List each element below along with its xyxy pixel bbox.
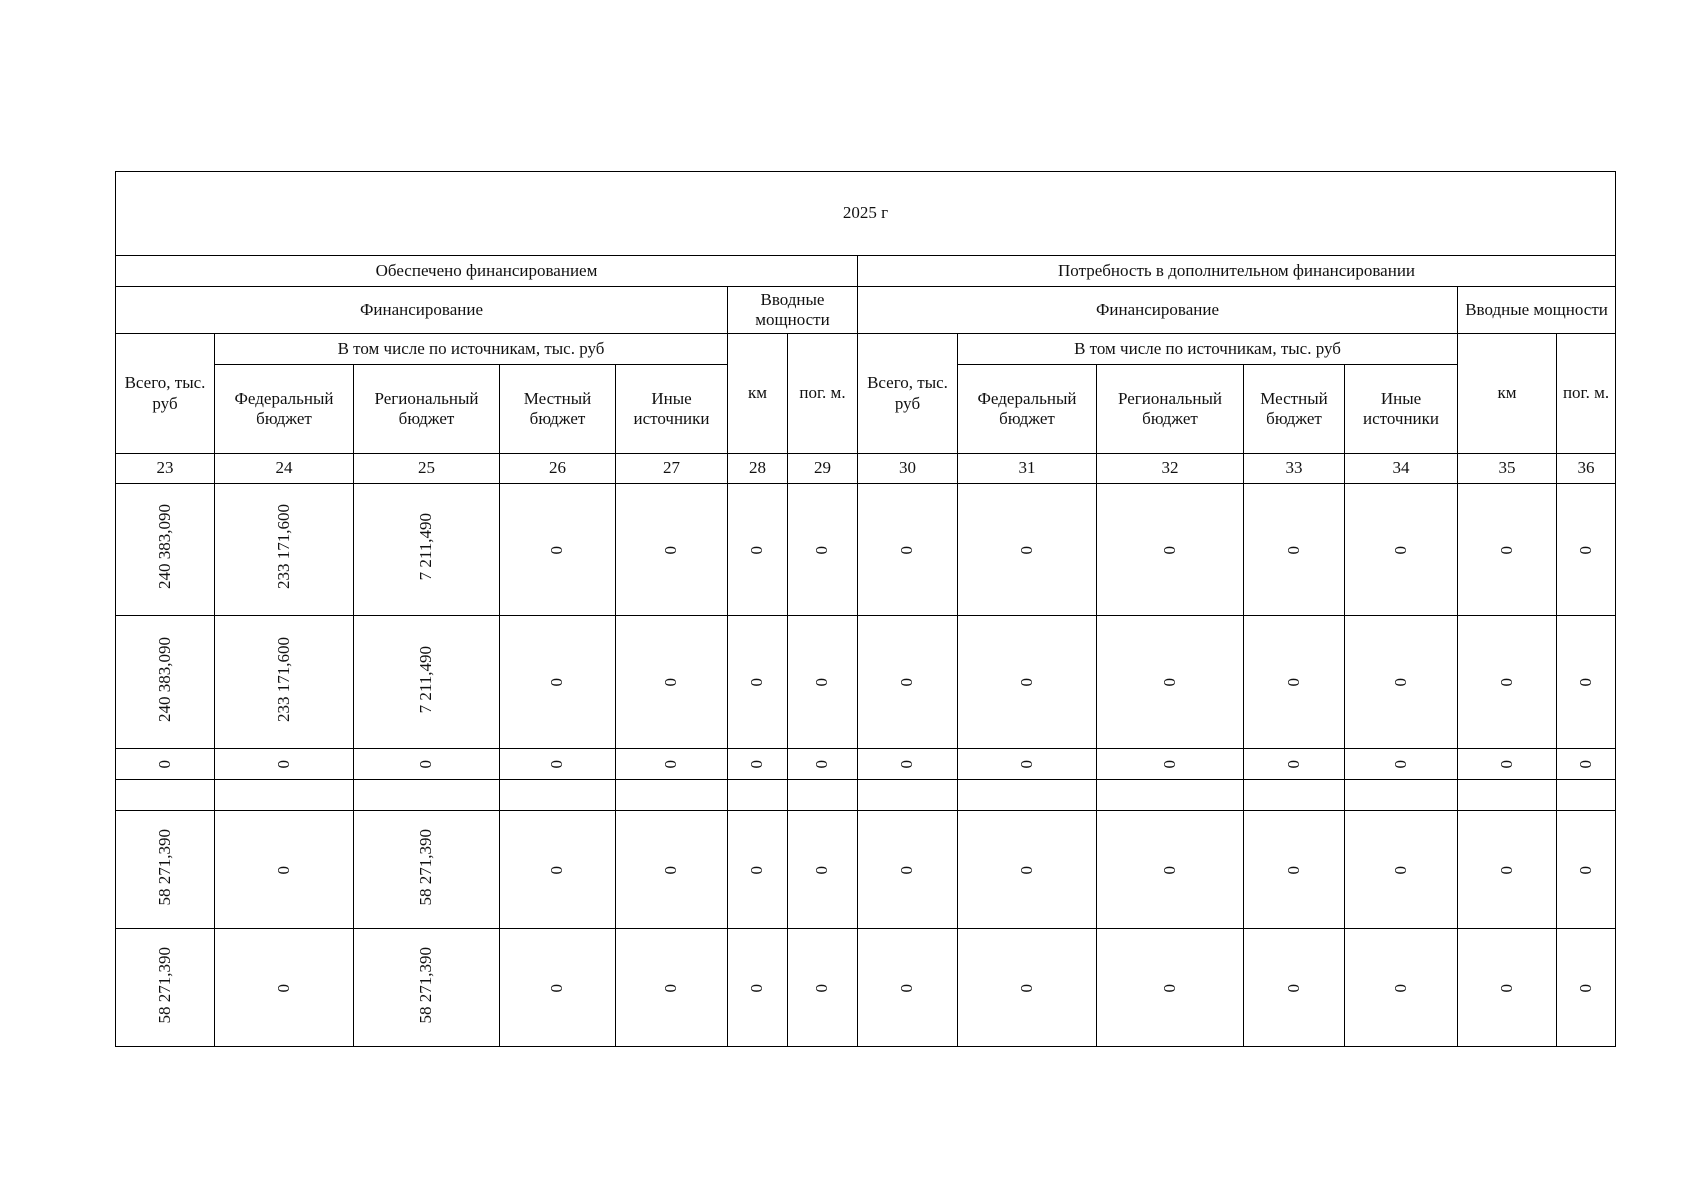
table-cell <box>616 616 728 749</box>
regional-header-need: Региональный бюджет <box>1097 365 1244 454</box>
cell-value: 0 <box>812 865 832 875</box>
cell-value: 0 <box>1159 678 1179 687</box>
table-cell <box>1244 484 1345 616</box>
table-cell <box>858 780 958 811</box>
table-row <box>116 749 1616 780</box>
table-row <box>116 929 1616 1047</box>
cell-value: 240 383,090 <box>154 504 174 590</box>
cell-value: 0 <box>1575 983 1595 993</box>
table-cell <box>958 780 1097 811</box>
cell-value: 0 <box>1390 865 1410 875</box>
column-number: 36 <box>1557 454 1616 484</box>
km-header-secured: км <box>728 334 788 454</box>
table-cell <box>354 929 500 1047</box>
table-cell <box>1097 811 1244 929</box>
table-cell <box>728 811 788 929</box>
table-cell <box>1345 780 1458 811</box>
cell-value: 0 <box>273 983 293 993</box>
local-header-secured: Местный бюджет <box>500 365 616 454</box>
cell-value: 58 271,390 <box>154 946 174 1024</box>
cell-value: 0 <box>747 865 767 875</box>
column-number: 34 <box>1345 454 1458 484</box>
table-cell <box>858 749 958 780</box>
table-cell <box>1458 616 1557 749</box>
column-number: 35 <box>1458 454 1557 484</box>
column-number: 32 <box>1097 454 1244 484</box>
table-cell <box>1097 929 1244 1047</box>
cell-value: 0 <box>661 865 681 875</box>
capacity-header-secured <box>728 287 858 334</box>
cell-value: 0 <box>1283 760 1303 769</box>
cell-value: 0 <box>1159 545 1179 555</box>
cell-value: 0 <box>1390 678 1410 687</box>
capacity-label-need: Вводные мощности <box>1465 299 1608 319</box>
table-cell <box>958 811 1097 929</box>
table-data-body <box>116 484 1616 1047</box>
table-cell <box>500 484 616 616</box>
cell-value: 58 271,390 <box>154 828 174 906</box>
cell-value: 0 <box>812 760 832 769</box>
table-cell <box>788 929 858 1047</box>
table-row <box>116 811 1616 929</box>
table-cell <box>958 929 1097 1047</box>
cell-value: 0 <box>1016 865 1036 875</box>
cell-value: 240 383,090 <box>154 636 174 722</box>
table-cell <box>1557 484 1616 616</box>
table-cell <box>1244 811 1345 929</box>
sources-header-secured: В том числе по источникам, тыс. руб <box>215 334 728 365</box>
cell-value: 0 <box>1575 545 1595 555</box>
cell-value: 0 <box>812 678 832 687</box>
table-cell <box>616 780 728 811</box>
cell-value: 0 <box>897 983 917 993</box>
table-cell <box>116 484 215 616</box>
table-cell <box>1458 929 1557 1047</box>
cell-value: 0 <box>416 760 436 769</box>
table-cell <box>500 929 616 1047</box>
cell-value: 233 171,600 <box>273 636 293 722</box>
table-cell <box>858 616 958 749</box>
capacity-header-need <box>1458 287 1616 334</box>
table-cell <box>215 749 354 780</box>
cell-value: 0 <box>1496 760 1516 769</box>
need-header: Потребность в дополнительном финансировании <box>858 256 1616 287</box>
table-cell <box>1458 484 1557 616</box>
table-cell <box>728 780 788 811</box>
table-cell <box>354 484 500 616</box>
cell-value: 7 211,490 <box>416 645 436 713</box>
regional-header-secured: Региональный бюджет <box>354 365 500 454</box>
column-number-row <box>116 454 1616 484</box>
cell-value: 58 271,390 <box>416 828 436 906</box>
cell-value: 0 <box>1496 983 1516 993</box>
table-cell <box>788 811 858 929</box>
cell-value: 0 <box>1016 678 1036 687</box>
capacity-label-secured: Вводные мощности <box>755 289 830 329</box>
cell-value: 0 <box>273 760 293 769</box>
column-number: 26 <box>500 454 616 484</box>
table-cell <box>788 780 858 811</box>
cell-value: 0 <box>273 865 293 875</box>
km-header-need: км <box>1458 334 1557 454</box>
table-cell <box>215 484 354 616</box>
cell-value: 0 <box>1496 678 1516 687</box>
cell-value: 0 <box>897 678 917 687</box>
table-cell <box>354 749 500 780</box>
table-cell <box>788 749 858 780</box>
cell-value: 0 <box>1496 865 1516 875</box>
cell-value: 0 <box>1016 760 1036 769</box>
column-number: 30 <box>858 454 958 484</box>
table-cell <box>788 616 858 749</box>
table-cell <box>858 811 958 929</box>
column-number: 33 <box>1244 454 1345 484</box>
table-cell <box>858 484 958 616</box>
other-header-secured: Иные источники <box>616 365 728 454</box>
cell-value: 0 <box>1159 983 1179 993</box>
cell-value: 0 <box>1390 983 1410 993</box>
column-number: 23 <box>116 454 215 484</box>
table-cell <box>500 780 616 811</box>
cell-value: 0 <box>154 760 174 769</box>
table-cell <box>1244 616 1345 749</box>
table-cell <box>116 811 215 929</box>
table-row <box>116 616 1616 749</box>
cell-value: 0 <box>1496 545 1516 555</box>
pog-header-need: пог. м. <box>1557 334 1616 454</box>
cell-value: 0 <box>661 545 681 555</box>
table-cell <box>354 616 500 749</box>
secured-header: Обеспечено финансированием <box>116 256 858 287</box>
table-cell <box>728 749 788 780</box>
table-cell <box>728 929 788 1047</box>
table-cell <box>1345 811 1458 929</box>
table-cell <box>1458 749 1557 780</box>
cell-value: 0 <box>1016 545 1036 555</box>
column-number: 25 <box>354 454 500 484</box>
table-cell <box>215 616 354 749</box>
table-cell <box>728 616 788 749</box>
table-cell <box>616 749 728 780</box>
federal-header-need: Федеральный бюджет <box>958 365 1097 454</box>
cell-value: 0 <box>1575 678 1595 687</box>
cell-value: 0 <box>1283 983 1303 993</box>
table-cell <box>958 749 1097 780</box>
other-header-need: Иные источники <box>1345 365 1458 454</box>
cell-value: 0 <box>661 760 681 769</box>
cell-value: 0 <box>547 545 567 555</box>
column-number: 24 <box>215 454 354 484</box>
cell-value: 0 <box>1283 865 1303 875</box>
cell-value: 0 <box>1016 983 1036 993</box>
cell-value: 0 <box>1390 545 1410 555</box>
column-number: 31 <box>958 454 1097 484</box>
table-cell <box>1458 780 1557 811</box>
local-header-need: Местный бюджет <box>1244 365 1345 454</box>
table-cell <box>1557 811 1616 929</box>
cell-value: 0 <box>897 865 917 875</box>
table-cell <box>354 811 500 929</box>
cell-value: 0 <box>1283 678 1303 687</box>
table-cell <box>1458 811 1557 929</box>
cell-value: 0 <box>812 983 832 993</box>
column-number: 27 <box>616 454 728 484</box>
table-cell <box>354 780 500 811</box>
pog-header-secured: пог. м. <box>788 334 858 454</box>
federal-header-secured: Федеральный бюджет <box>215 365 354 454</box>
table-cell <box>116 929 215 1047</box>
cell-value: 0 <box>1283 545 1303 555</box>
cell-value: 0 <box>547 760 567 769</box>
table-cell <box>616 484 728 616</box>
year-header: 2025 г <box>116 172 1616 256</box>
cell-value: 0 <box>747 760 767 769</box>
cell-value: 0 <box>661 983 681 993</box>
financing-header-secured: Финансирование <box>116 287 728 334</box>
table-cell <box>1097 616 1244 749</box>
table-cell <box>788 484 858 616</box>
cell-value: 0 <box>547 865 567 875</box>
cell-value: 0 <box>1159 865 1179 875</box>
table-cell <box>1097 780 1244 811</box>
table-cell <box>1345 929 1458 1047</box>
table-cell <box>728 484 788 616</box>
table-cell <box>858 929 958 1047</box>
financing-header-need: Финансирование <box>858 287 1458 334</box>
table-cell <box>215 811 354 929</box>
table-cell <box>1557 616 1616 749</box>
cell-value: 0 <box>661 678 681 687</box>
cell-value: 0 <box>747 678 767 687</box>
table-cell <box>215 929 354 1047</box>
cell-value: 0 <box>1390 760 1410 769</box>
table-cell <box>1557 749 1616 780</box>
table-cell <box>1345 484 1458 616</box>
cell-value: 0 <box>897 545 917 555</box>
table-cell <box>116 749 215 780</box>
table-cell <box>1557 780 1616 811</box>
table-cell <box>500 616 616 749</box>
table-cell <box>958 484 1097 616</box>
cell-value: 0 <box>1575 760 1595 769</box>
financing-table <box>115 171 1616 1047</box>
cell-value: 0 <box>547 983 567 993</box>
table-cell <box>1097 749 1244 780</box>
cell-value: 0 <box>747 983 767 993</box>
table-cell <box>1244 780 1345 811</box>
table-row <box>116 780 1616 811</box>
table-cell <box>116 616 215 749</box>
total-header-need: Всего, тыс. руб <box>858 334 958 454</box>
table-cell <box>616 929 728 1047</box>
table-cell <box>215 780 354 811</box>
cell-value: 0 <box>897 760 917 769</box>
table-cell <box>1244 749 1345 780</box>
cell-value: 0 <box>1159 760 1179 769</box>
table-cell <box>500 749 616 780</box>
cell-value: 7 211,490 <box>416 513 436 581</box>
table-cell <box>500 811 616 929</box>
table-cell <box>116 780 215 811</box>
cell-value: 0 <box>812 545 832 555</box>
column-number: 29 <box>788 454 858 484</box>
cell-value: 233 171,600 <box>273 504 293 590</box>
table-cell <box>1557 929 1616 1047</box>
table-cell <box>958 616 1097 749</box>
column-number: 28 <box>728 454 788 484</box>
table-cell <box>1097 484 1244 616</box>
cell-value: 0 <box>1575 865 1595 875</box>
table-row <box>116 484 1616 616</box>
total-header-secured: Всего, тыс. руб <box>116 334 215 454</box>
table-cell <box>616 811 728 929</box>
cell-value: 0 <box>747 545 767 555</box>
table-cell <box>1345 749 1458 780</box>
cell-value: 58 271,390 <box>416 946 436 1024</box>
table-cell <box>1345 616 1458 749</box>
cell-value: 0 <box>547 678 567 687</box>
sources-header-need: В том числе по источникам, тыс. руб <box>958 334 1458 365</box>
table-cell <box>1244 929 1345 1047</box>
